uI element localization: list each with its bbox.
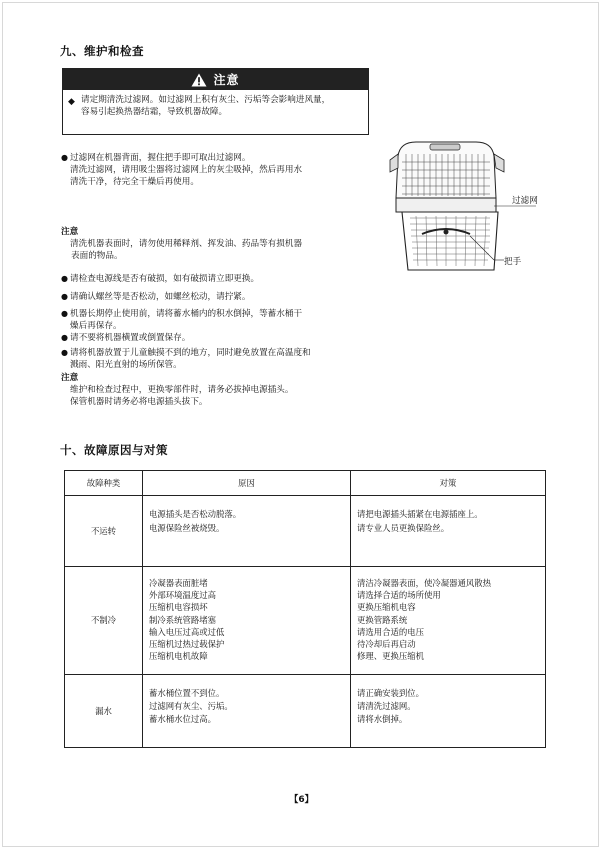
solution-line: 更换压缩机电容 xyxy=(357,602,416,613)
filter-line: 清洗干净，待完全干燥后再使用。 xyxy=(70,177,199,188)
section-9-title: 九、维护和检查 xyxy=(60,44,144,58)
solution-line: 更换管路系统 xyxy=(357,614,408,625)
caution-header xyxy=(63,69,368,90)
filter-removal-illustration xyxy=(386,138,546,278)
solution-line: 请选择合适的场所使用 xyxy=(357,590,441,601)
cause-line: 外部环境温度过高 xyxy=(149,590,216,601)
solution-line: 请将水倒掉。 xyxy=(357,714,408,725)
table-header-row xyxy=(65,471,546,496)
solution-cell xyxy=(351,567,546,675)
caution-line: 容易引起换热器结霜，导致机器故障。 xyxy=(81,107,228,118)
note-2-line: 保管机器时请务必将电源插头拔下。 xyxy=(70,397,208,408)
solution-cell xyxy=(351,496,546,567)
cause-line: 过滤网有灰尘、污垢。 xyxy=(149,701,233,712)
cause-line: 蓄水桶位置不到位。 xyxy=(149,688,225,698)
solution-line: 请专业人员更换保险丝。 xyxy=(357,523,450,534)
round-bullet-icon: ● xyxy=(61,292,68,301)
note-1-line: 清洗机器表面时，请勿使用稀释剂、挥发油、药品等有损机器 xyxy=(70,239,303,249)
bullet-line: 燥后再保存。 xyxy=(70,321,122,332)
solution-line: 请把电源插头插紧在电源插座上。 xyxy=(357,509,483,519)
solution-line: 请选用合适的电压 xyxy=(357,626,424,637)
caution-box xyxy=(62,68,369,135)
note-2-text xyxy=(70,384,293,408)
solution-line: 请清洗过滤网。 xyxy=(357,701,416,712)
round-bullet-icon: ● xyxy=(61,153,68,162)
cause-cell xyxy=(143,496,351,567)
bullet-line: 请不要将机器横置或倒置保存。 xyxy=(70,333,191,343)
bullet-item xyxy=(61,291,251,303)
filter-line: 清洗过滤网，请用吸尘器将过滤网上的灰尘吸掉，然后再用水 xyxy=(70,165,303,176)
cause-line: 冷凝器表面脏堵 xyxy=(149,578,208,588)
cause-line: 输入电压过高或过低 xyxy=(149,626,225,637)
table-row xyxy=(65,496,546,567)
table-row xyxy=(65,675,546,748)
figure-label-filter: 过滤网 xyxy=(512,196,538,206)
header-solution: 对策 xyxy=(351,471,546,496)
round-bullet-icon: ● xyxy=(61,309,68,318)
caution-line: 请定期清洗过滤网。如过滤网上积有灰尘、污垢等会影响进风量， xyxy=(81,95,331,105)
cause-line: 电源插头是否松动脱落。 xyxy=(149,509,242,519)
bullet-line: 请检查电源线是否有破损，如有破损请立即更换。 xyxy=(70,274,260,284)
cause-line: 制冷系统管路堵塞 xyxy=(149,614,216,625)
filter-line: 过滤网在机器背面，握住把手即可取出过滤网。 xyxy=(70,153,251,163)
round-bullet-icon: ● xyxy=(61,333,68,342)
cause-cell xyxy=(143,675,351,748)
bullet-item xyxy=(61,308,303,332)
cause-line: 蓄水桶水位过高。 xyxy=(149,714,216,725)
bullet-item xyxy=(61,332,191,344)
page-number: 【6】 xyxy=(289,795,314,805)
note-2-title: 注意 xyxy=(61,373,79,383)
caution-label: 注意 xyxy=(213,73,240,87)
solution-line: 待冷却后再启动 xyxy=(357,639,416,650)
round-bullet-icon: ● xyxy=(61,348,68,357)
cause-line: 电源保险丝被烧毁。 xyxy=(149,523,225,534)
note-1-text xyxy=(70,238,302,262)
caution-text xyxy=(63,90,368,118)
section-10-title: 十、故障原因与对策 xyxy=(60,443,168,457)
note-1-line: 表面的物品。 xyxy=(71,251,123,262)
bullet-line: 请确认螺丝等是否松动，如螺丝松动，请拧紧。 xyxy=(70,292,251,302)
bullet-line: 请将机器放置于儿童触摸不到的地方，同时避免放置在高温度和 xyxy=(70,348,311,358)
solution-cell xyxy=(351,675,546,748)
bullet-line: 机器长期停止使用前，请将蓄水桶内的积水倒掉，等蓄水桶干 xyxy=(70,309,303,319)
warning-triangle-icon xyxy=(191,73,207,87)
fault-type: 不制冷 xyxy=(65,567,143,675)
solution-line: 修理、更换压缩机 xyxy=(357,651,424,662)
solution-line: 清洁冷凝器表面，使冷凝器通风散热 xyxy=(357,578,491,588)
bullet-item xyxy=(61,347,311,371)
filter-instructions xyxy=(61,152,303,189)
table-row xyxy=(65,567,546,675)
figure-label-handle: 把手 xyxy=(504,257,522,267)
bullet-item xyxy=(61,273,260,285)
cause-cell xyxy=(143,567,351,675)
diamond-bullet-icon: ◆ xyxy=(68,97,75,107)
cause-line: 压缩机电机故障 xyxy=(149,651,208,662)
troubleshooting-table xyxy=(64,470,546,748)
header-cause: 原因 xyxy=(143,471,351,496)
fault-type: 不运转 xyxy=(65,496,143,567)
note-1-title: 注意 xyxy=(61,227,79,237)
cause-line: 压缩机过热过载保护 xyxy=(149,639,225,650)
header-type: 故障种类 xyxy=(65,471,143,496)
fault-type: 漏水 xyxy=(65,675,143,748)
bullet-line: 溅雨、阳光直射的场所保管。 xyxy=(70,360,182,371)
cause-line: 压缩机电容损坏 xyxy=(149,602,208,613)
round-bullet-icon: ● xyxy=(61,274,68,283)
note-2-line: 维护和检查过程中，更换零部件时，请务必拔掉电源插头。 xyxy=(70,385,294,395)
solution-line: 请正确安装到位。 xyxy=(357,688,424,698)
